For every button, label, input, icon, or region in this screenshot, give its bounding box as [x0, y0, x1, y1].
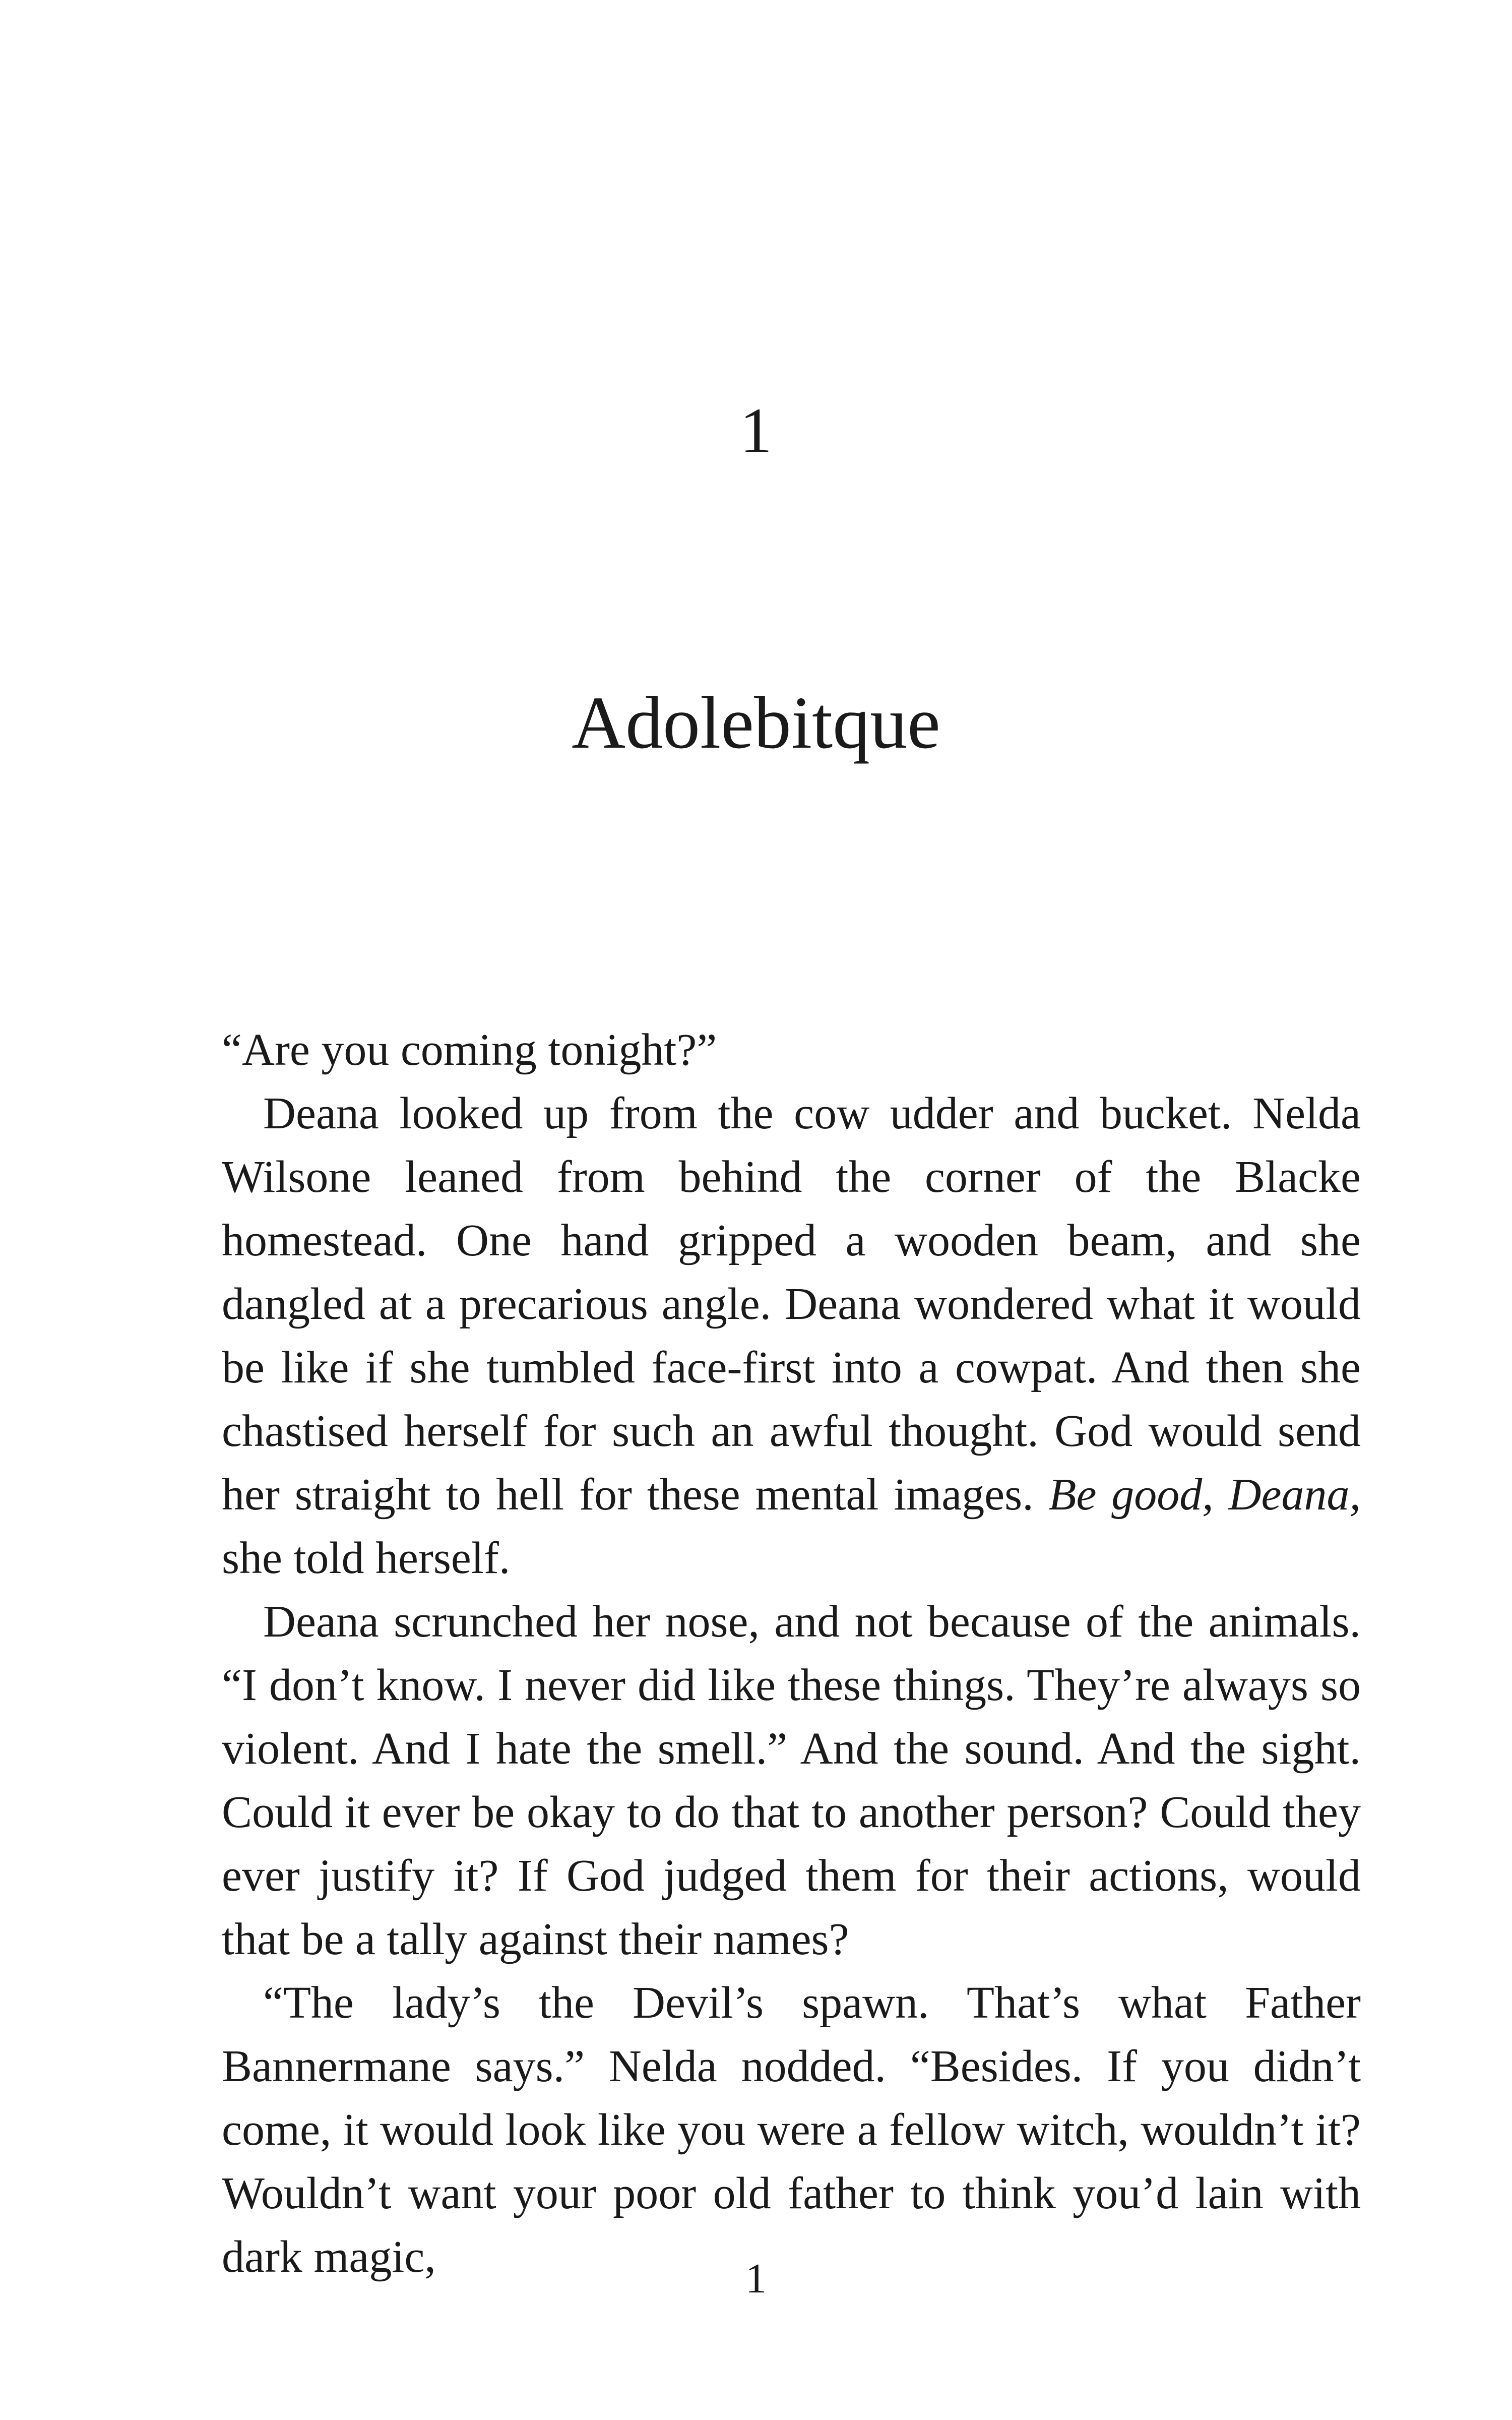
paragraph-2-italic: Be good, Deana, — [1048, 1470, 1361, 1520]
paragraph-4: “The lady’s the Devil’s spawn. That’s what Father Bannermane says.” Nelda nodded. “Besides. If you didn’t come, it would look like you were a fellow witch, wouldn’t it? Wouldn’t want your poor old father to think you’d lain with dark magic, — [222, 1978, 1361, 2282]
page-number: 1 — [745, 2255, 767, 2302]
paragraph-1: “Are you coming tonight?” — [222, 1025, 717, 1075]
paragraph-2-text: Deana looked up from the cow udder and bucket. Nelda Wilsone leaned from behind the corner of the Blacke homestead. One hand gripped a wooden beam, and she dangled at a precarious angle. Deana wondered what it would be like if she tumbled face-first into a cowpat. And then she chastised herself for such an awful thought. God would send her straight to hell for these mental images. — [222, 1088, 1361, 1520]
paragraph-2 — [222, 1082, 1361, 1590]
paragraph-3: Deana scrunched her nose, and not because of the animals. “I don’t know. I never did like these things. They’re always so violent. And I hate the smell.” And the sound. And the sight. Could it ever be okay to do that to another person? Could they ever justify it? If God judged them for their actions, would that be a tally against their names? — [222, 1597, 1361, 1964]
chapter-title: Adolebitque — [572, 682, 940, 764]
chapter-number: 1 — [740, 395, 772, 466]
paragraph-2-tail: she told herself. — [222, 1533, 511, 1583]
chapter-body — [222, 1018, 1361, 2289]
